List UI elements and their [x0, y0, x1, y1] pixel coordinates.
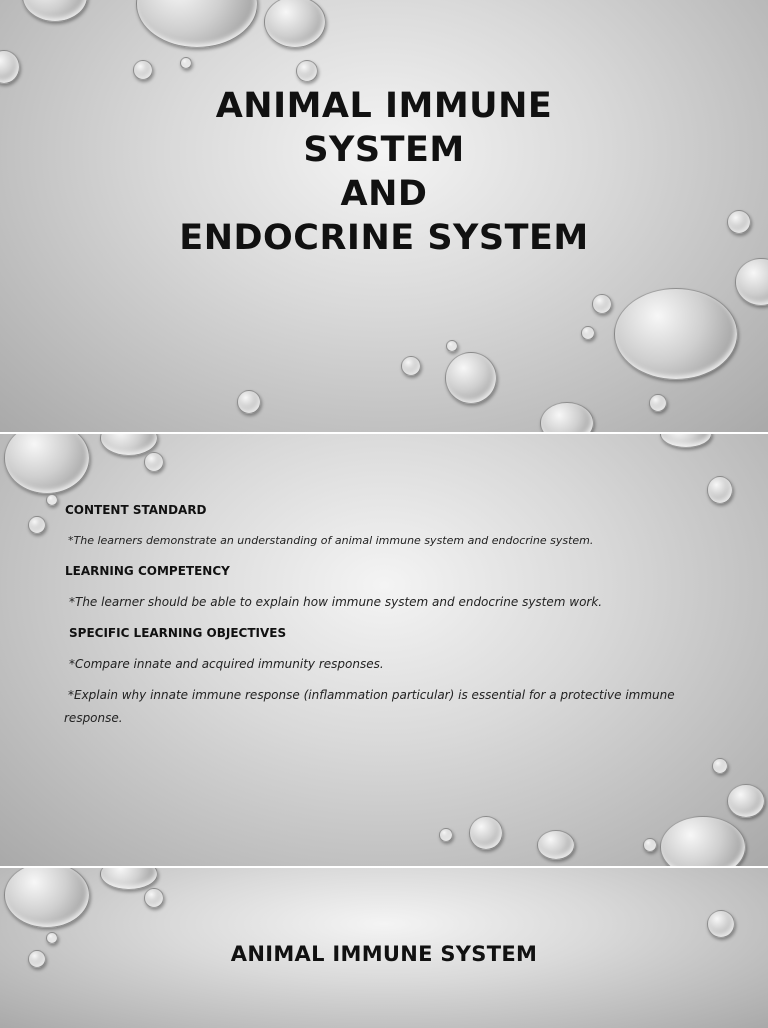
section-slide	[0, 868, 768, 1028]
water-droplet	[401, 356, 421, 376]
objective-item: *Compare innate and acquired immunity responses.	[69, 657, 384, 671]
water-droplet	[649, 394, 667, 412]
water-droplet	[4, 868, 90, 928]
water-droplet	[237, 390, 261, 414]
content-standard-heading: CONTENT STANDARD	[65, 503, 207, 517]
water-droplet	[540, 402, 594, 432]
title-line: ENDOCRINE SYSTEM	[179, 218, 589, 258]
water-droplet	[22, 0, 88, 22]
water-droplet	[0, 50, 20, 84]
learning-competency-text: *The learner should be able to explain how immune system and endocrine system work.	[69, 595, 603, 609]
title-line: SYSTEM	[303, 130, 465, 170]
water-droplet	[614, 288, 738, 380]
objectives-heading: SPECIFIC LEARNING OBJECTIVES	[69, 626, 287, 640]
water-droplet	[264, 0, 326, 48]
water-droplet	[136, 0, 258, 48]
slide-title	[0, 84, 768, 260]
water-droplet	[133, 60, 153, 80]
water-droplet	[144, 888, 164, 908]
title-line: ANIMAL IMMUNE	[215, 86, 553, 126]
title-slide	[0, 0, 768, 432]
objectives-slide	[0, 434, 768, 866]
water-droplet	[100, 868, 158, 890]
objective-item: *Explain why innate immune response (inflammation particular) is essential for a protective immune response.	[64, 688, 675, 725]
water-droplet	[296, 60, 318, 82]
content-standard-text: *The learners demonstrate an understanding of animal immune system and endocrine system.	[68, 534, 594, 547]
water-droplet	[445, 352, 497, 404]
water-droplet	[581, 326, 595, 340]
water-droplet	[735, 258, 768, 306]
water-droplet	[180, 57, 192, 69]
water-droplet	[707, 910, 735, 938]
learning-competency-heading: LEARNING COMPETENCY	[65, 564, 230, 578]
water-droplet	[592, 294, 612, 314]
objectives-content	[0, 434, 768, 866]
slide-title: ANIMAL IMMUNE SYSTEM	[230, 942, 538, 966]
title-line: AND	[340, 174, 428, 214]
water-droplet	[446, 340, 458, 352]
